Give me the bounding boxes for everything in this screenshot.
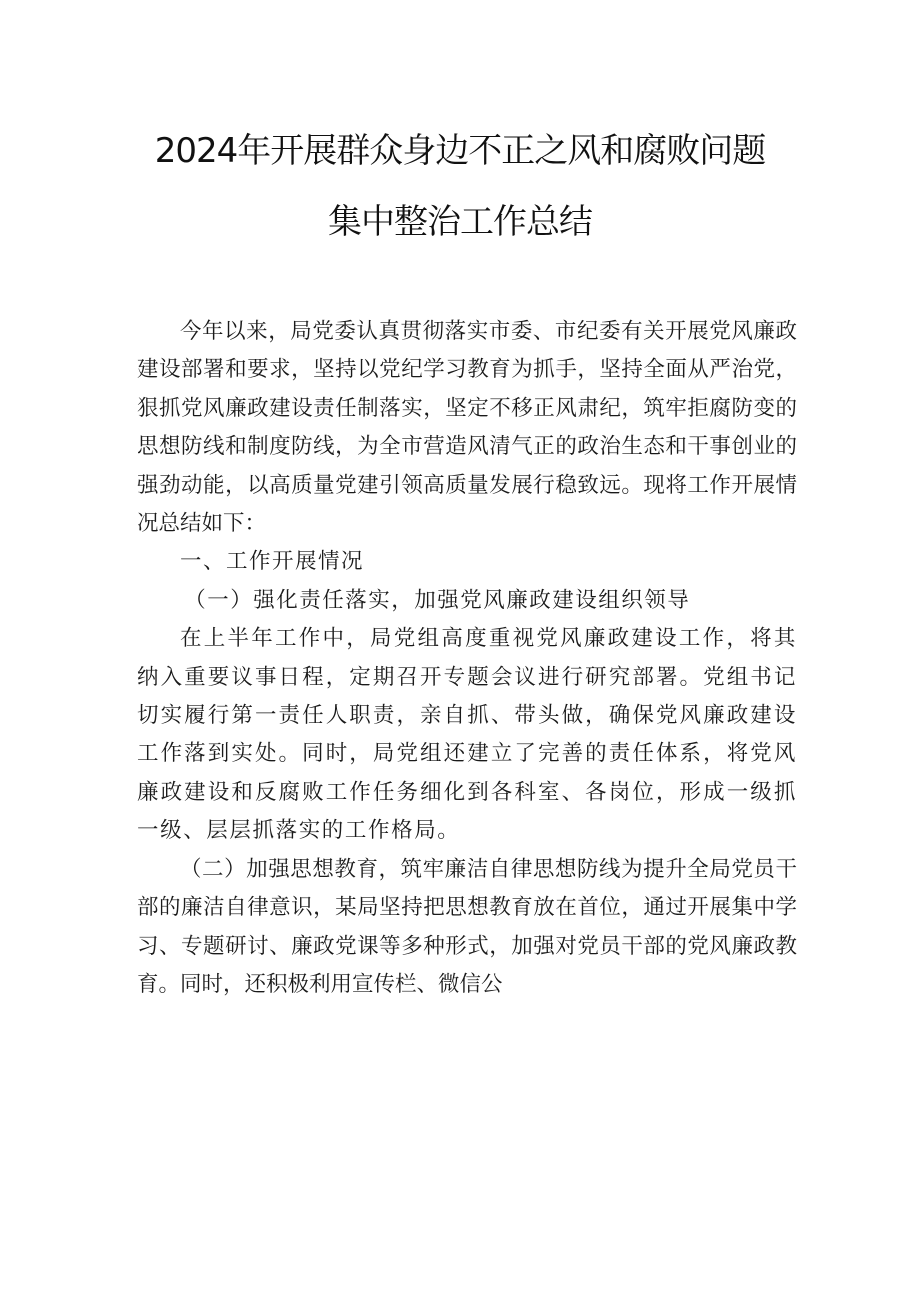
document-body <box>137 313 797 1004</box>
intro-paragraph: 今年以来，局党委认真贯彻落实市委、市纪委有关开展党风廉政建设部署和要求，坚持以党纪学习教育为抓手，坚持全面从严治党，狠抓党风廉政建设责任制落实，坚定不移正风肃纪，筑牢拒腐防变的思想防线和制度防线，为全市营造风清气正的政治生态和干事创业的强劲动能，以高质量党建引领高质量发展行稳致远。现将工作开展情况总结如下： <box>137 319 797 537</box>
subsection-paragraph: 在上半年工作中，局党组高度重视党风廉政建设工作，将其纳入重要议事日程，定期召开专题会议进行研究部署。党组书记切实履行第一责任人职责，亲自抓、带头做，确保党风廉政建设工作落到实处。同时，局党组还建立了完善的责任体系，将党风廉政建设和反腐败工作任务细化到各科室、各岗位，形成一级抓一级、层层抓落实的工作格局。 <box>137 626 797 844</box>
document-title-line-1: 2024年开展群众身边不正之风和腐败问题 <box>154 131 766 171</box>
subsection-paragraph-2: （二）加强思想教育，筑牢廉洁自律思想防线为提升全局党员干部的廉洁自律意识，某局坚持把思想教育放在首位，通过开展集中学习、专题研讨、廉政党课等多种形式，加强对党员干部的党风廉政教育。同时，还积极利用宣传栏、微信公 <box>137 856 797 997</box>
document-title-line-2: 集中整治工作总结 <box>328 202 592 242</box>
section-heading: 一、工作开展情况 <box>180 549 365 575</box>
subsection-heading: （一）强化责任落实，加强党风廉政建设组织领导 <box>184 587 691 613</box>
